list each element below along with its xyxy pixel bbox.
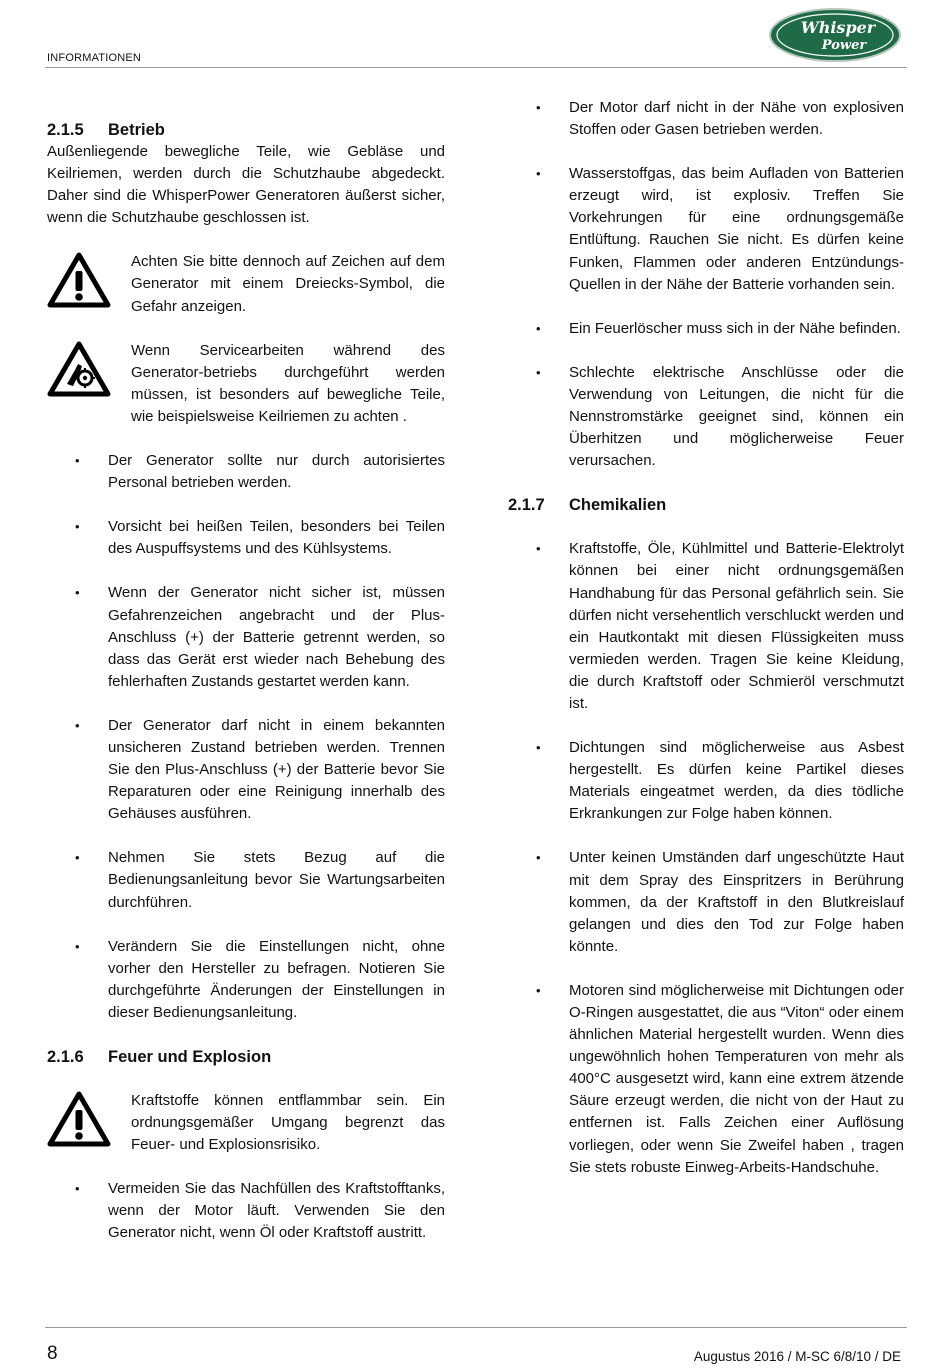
logo-text-power: Power (821, 38, 867, 53)
bullet-list (508, 97, 904, 472)
list-item: • Der Generator sollte nur durch autorisiertes Personal betrieben werden. (47, 450, 445, 494)
list-item: • Dichtungen sind möglicherweise aus Asbest hergestellt. Es dürfen keine Partikel dieses Materials eingeatmet werden, da dies tödliche Erkrankungen zur Folge haben können. (508, 737, 904, 825)
list-item: • Nehmen Sie stets Bezug auf die Bedienungsanleitung bevor Sie Wartungsarbeiten durchführen. (47, 847, 445, 913)
section-heading-2-1-6 (47, 1046, 445, 1068)
warning-block (47, 1090, 445, 1156)
bullet-list (47, 1178, 445, 1244)
bullet-list (508, 538, 904, 1178)
footer-document-info: Augustus 2016 / M-SC 6/8/10 / DE (693, 1349, 901, 1364)
warning-text: Wenn Servicearbeiten während des Generator-betriebs durchgeführt werden müssen, ist besonders auf bewegliche Teile, wie beispielsweise Keilriemen zu achten . (131, 341, 445, 425)
section-number: 2.1.7 (508, 496, 545, 515)
warning-triangle-icon (47, 1090, 131, 1156)
section-title: Feuer und Explosion (108, 1048, 272, 1066)
logo-text-whisper: Whisper (800, 18, 876, 37)
header-divider (45, 67, 907, 68)
list-item: • Vermeiden Sie das Nachfüllen des Kraftstofftanks, wenn der Motor läuft. Verwenden Sie den Generator nicht, wenn Öl oder Kraftstoff austritt. (47, 1178, 445, 1244)
section-number: 2.1.5 (47, 121, 84, 139)
list-item: • Unter keinen Umständen darf ungeschützte Haut mit dem Spray des Einspritzers in Berührung kommen, da der Kraftstoff in den Blutkreislauf gelangen und dies den Tod zur Folge haben könnte. (508, 847, 904, 957)
header-section-label: INFORMATIONEN (47, 52, 142, 64)
warning-text: Achten Sie bitte dennoch auf Zeichen auf dem Generator mit einem Dreiecks-Symbol, die Gefahr anzeigen. (131, 253, 445, 315)
section-heading-2-1-5 (47, 119, 445, 141)
list-item: • Motoren sind möglicherweise mit Dichtungen oder O-Ringen ausgestattet, die aus “Viton“ oder einem ähnlichen Material hergestellt wurden. Wenn dies ungewöhnlich hohen Temperaturen von mehr als 400°C ausgesetzt wird, kann eine extrem ätzende Säure erzeugt werden, die nicht von der Haut zu entfernen ist. Falls Zeichen einer Auflösung vorliegen, oder wenn Sie Zweifel haben , tragen Sie stets robuste Einweg-Arbeits-Handschuhe. (508, 980, 904, 1179)
section-heading-2-1-7 (508, 494, 904, 516)
footer-divider (45, 1327, 907, 1328)
list-item: • Schlechte elektrische Anschlüsse oder die Verwendung von Leitungen, die nicht für die Nennstromstärke geeignet sind, können ein Überhitzen und möglicherweise Feuer verursachen. (508, 362, 904, 472)
list-item: • Ein Feuerlöscher muss sich in der Nähe befinden. (508, 318, 904, 340)
list-item: • Kraftstoffe, Öle, Kühlmittel und Batterie-Elektrolyt können bei einer nicht ordnungsgemäßen Handhabung für das Personal gefährlich sein. Sie dürfen nicht versehentlich verschluckt werden und ein Hautkontakt mit diesen Flüssigkeiten muss vermieden werden. Tragen Sie keine Kleidung, die durch Kraftstoff oder Schmieröl verschmutzt ist. (508, 538, 904, 715)
section-title: Betrieb (108, 121, 165, 139)
warning-block (47, 340, 445, 428)
warning-text: Kraftstoffe können entflammbar sein. Ein ordnungsgemäßer Umgang begrenzt das Feuer- und Explosionsrisiko. (131, 1092, 445, 1154)
section-number: 2.1.6 (47, 1048, 84, 1066)
list-item: • Wenn der Generator nicht sicher ist, müssen Gefahrenzeichen angebracht und der Plus-Anschluss (+) der Batterie getrennt werden, so dass das Gerät erst wieder nach Behebung des fehlerhaften Zustands gestartet werden kann. (47, 582, 445, 692)
list-item: • Der Generator darf nicht in einem bekannten unsicheren Zustand betrieben werden. Trennen Sie den Plus-Anschluss (+) der Batterie bevor Sie Reparaturen oder eine Reinigung innerhalb des Gehäuses ausführen. (47, 715, 445, 825)
list-item: • Wasserstoffgas, das beim Aufladen von Batterien erzeugt wird, ist explosiv. Treffen Sie Vorkehrungen für eine ordnungsgemäße Entlüftung. Rauchen Sie nicht. Es dürfen keine Funken, Flammen oder anderen Entzündungs-Quellen in der Nähe der Batterie vorhanden sein. (508, 163, 904, 296)
right-column (508, 97, 904, 1179)
list-item: • Vorsicht bei heißen Teilen, besonders bei Teilen des Auspuffsystems und des Kühlsystems. (47, 516, 445, 560)
section-title: Chemikalien (569, 496, 667, 515)
list-item: • Verändern Sie die Einstellungen nicht, ohne vorher den Hersteller zu befragen. Notieren Sie durchgeführte Änderungen der Einstellungen in dieser Bedienungsanleitung. (47, 936, 445, 1024)
section-intro-text: Außenliegende bewegliche Teile, wie Gebläse und Keilriemen, werden durch die Schutzhaube abgedeckt. Daher sind die WhisperPower Generatoren äußerst sicher, wenn die Schutzhaube geschlossen ist. (47, 143, 445, 227)
page-number: 8 (47, 1343, 58, 1364)
list-item: • Der Motor darf nicht in der Nähe von explosiven Stoffen oder Gasen betrieben werden. (508, 97, 904, 141)
left-column (47, 97, 445, 1245)
moving-parts-warning-icon (47, 340, 131, 428)
whisperpower-logo (768, 6, 902, 64)
warning-triangle-icon (47, 251, 131, 317)
warning-block (47, 251, 445, 317)
bullet-list (47, 450, 445, 1024)
